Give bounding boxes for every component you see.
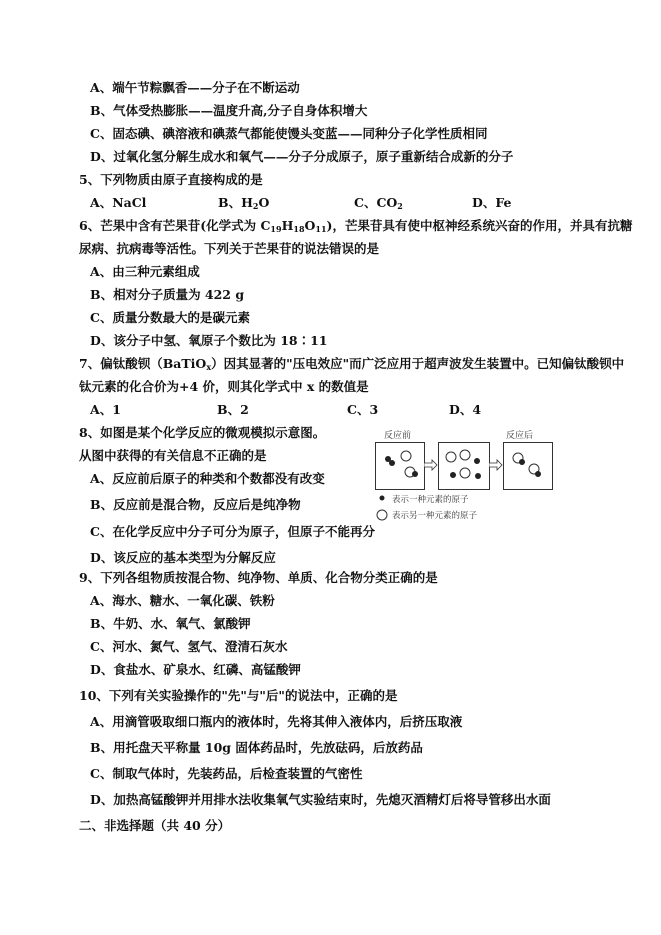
q6-option-b: B、相对分子质量为 422 g	[90, 287, 245, 302]
q6-option-a: A、由三种元素组成	[90, 264, 200, 279]
q8-option-c: C、在化学反应中分子可分为原子，但原子不能再分	[90, 524, 375, 539]
q10-stem: 10、下列有关实验操作的"先"与"后"的说法中，正确的是	[79, 688, 398, 703]
q8-option-a: A、反应前后原子的种类和个数都没有改变	[90, 471, 325, 486]
reaction-diagram	[372, 426, 557, 526]
q4-option-d: D、过氧化氢分解生成水和氧气——分子分成原子，原子重新结合成新的分子	[90, 149, 514, 164]
q5-stem: 5、下列物质由原子直接构成的是	[79, 172, 263, 187]
q10-option-b: B、用托盘天平称量 10g 固体药品时，先放砝码，后放药品	[90, 740, 423, 755]
middle-box	[438, 442, 490, 490]
solid-atom	[412, 471, 418, 477]
q4-option-a: A、端午节粽飘香——分子在不断运动	[90, 80, 300, 95]
q9-option-c: C、河水、氮气、氢气、澄清石灰水	[90, 639, 288, 654]
q10-option-c: C、制取气体时，先装药品，后检查装置的气密性	[90, 766, 363, 781]
after-molecules	[504, 443, 552, 489]
q7-option-c: C、3	[347, 402, 379, 417]
solid-atom	[389, 460, 395, 466]
before-box	[375, 442, 425, 490]
q9-option-a: A、海水、糖水、一氧化碳、铁粉	[90, 593, 275, 608]
before-label: 反应前	[384, 431, 412, 441]
after-label: 反应后	[506, 431, 534, 441]
q8-option-b: B、反应前是混合物，反应后是纯净物	[90, 497, 301, 512]
q5-option-d: D、Fe	[472, 195, 512, 210]
solid-atom	[535, 471, 541, 477]
q8-stem-line1: 8、如图是某个化学反应的微观模拟示意图。	[79, 425, 326, 440]
q5-option-a: A、NaCl	[90, 195, 147, 210]
q8-option-d: D、该反应的基本类型为分解反应	[90, 550, 276, 565]
q8-stem-line2: 从图中获得的有关信息不正确的是	[79, 448, 267, 463]
hollow-atom	[401, 451, 411, 461]
q10-option-d: D、加热高锰酸钾并用排水法收集氧气实验结束时，先熄灭酒精灯后将导管移出水面	[90, 792, 551, 807]
section-heading: 二、非选择题（共 40 分）	[79, 818, 231, 833]
q5-option-c: C、$CO_2$	[354, 195, 403, 211]
solid-atom	[450, 472, 456, 478]
hollow-atom	[460, 450, 470, 460]
legend-hollow-text: 表示另一种元素的原子	[392, 511, 478, 521]
solid-atom	[519, 459, 525, 465]
q6-option-c: C、质量分数最大的是碳元素	[90, 310, 250, 325]
solid-atom	[474, 458, 480, 464]
q7-stem-line1: 7、偏钛酸钡（BaTiO$_x$）因其显著的"压电效应"而广泛应用于超声波发生装置中。已知偏钛酸钡中	[79, 356, 625, 372]
arrow-icon	[424, 459, 438, 471]
q4-option-c: C、固态碘、碘溶液和碘蒸气都能使馒头变蓝——同种分子化学性质相同	[90, 126, 488, 141]
hollow-atom	[460, 468, 470, 478]
q6-stem-line2: 尿病、抗病毒等活性。下列关于芒果苷的说法错误的是	[79, 241, 380, 256]
q6-option-d: D、该分子中氢、氧原子个数比为 18∶11	[90, 333, 328, 348]
hollow-atom	[446, 452, 456, 462]
solid-atom	[475, 473, 481, 479]
q7-option-d: D、4	[449, 402, 482, 417]
before-molecules	[376, 443, 424, 489]
middle-atoms	[439, 443, 489, 489]
q7-option-b: B、2	[217, 402, 249, 417]
after-box	[503, 442, 553, 490]
q7-option-a: A、1	[90, 402, 121, 417]
q9-stem: 9、下列各组物质按混合物、纯净物、单质、化合物分类正确的是	[79, 570, 438, 585]
legend-hollow-circle	[375, 508, 389, 522]
q7-stem-line2: 钛元素的化合价为+4 价，则其化学式中 x 的数值是	[79, 379, 369, 394]
legend-solid-dot	[377, 493, 387, 503]
q7-options	[90, 402, 650, 418]
q4-option-b: B、气体受热膨胀——温度升高,分子自身体积增大	[90, 103, 368, 118]
legend-solid-text: 表示一种元素的原子	[392, 495, 469, 505]
q5-options	[90, 195, 650, 211]
q10-option-a: A、用滴管吸取细口瓶内的液体时，先将其伸入液体内，后挤压取液	[90, 714, 463, 729]
q9-option-b: B、牛奶、水、氧气、氯酸钾	[90, 616, 251, 631]
q9-option-d: D、食盐水、矿泉水、红磷、高锰酸钾	[90, 662, 301, 677]
arrow-icon	[489, 459, 503, 471]
q5-option-b: B、$H_2O$	[218, 195, 270, 211]
q6-stem-line1: 6、芒果中含有芒果苷(化学式为 $C_{19}H_{18}O_{11}$)，芒果苷具有使中枢神经系统兴奋的作用，并具有抗糖	[79, 218, 633, 234]
